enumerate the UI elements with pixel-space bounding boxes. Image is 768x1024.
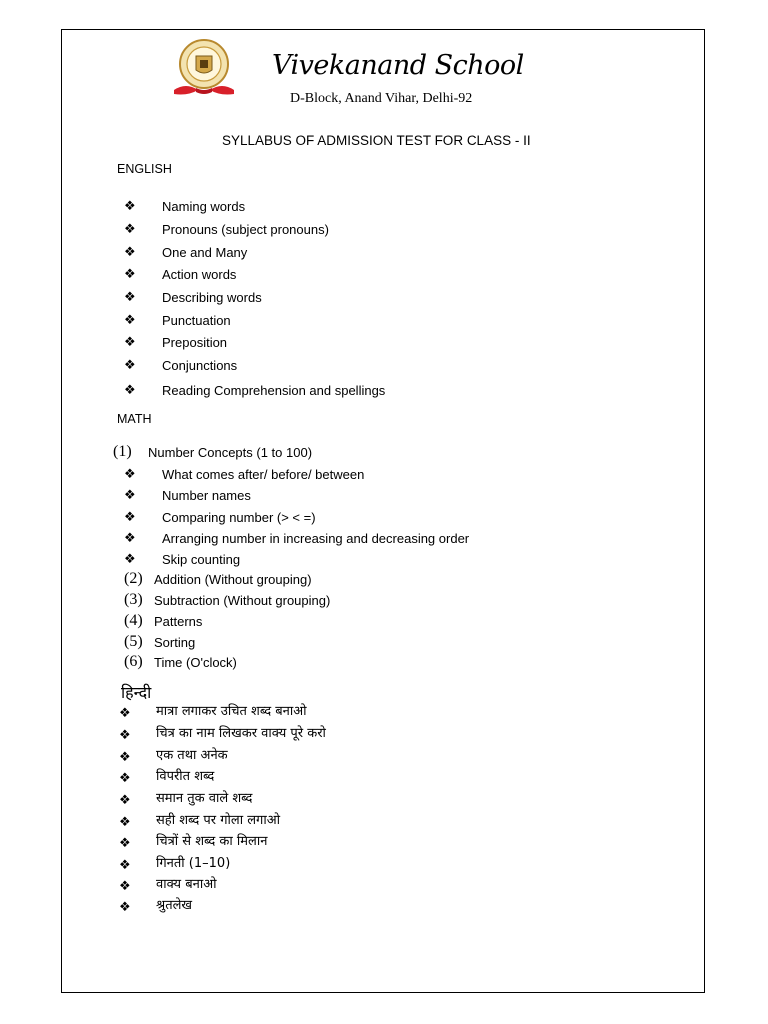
bullet-icon: ❖ [119, 705, 131, 720]
topic-number: (2) [124, 570, 143, 587]
math-heading: MATH [117, 412, 152, 426]
bullet-icon: ❖ [119, 899, 131, 914]
list-item: One and Many [162, 245, 248, 260]
topic-number: (5) [124, 633, 143, 650]
bullet-icon: ❖ [124, 244, 136, 259]
list-item: मात्रा लगाकर उचित शब्द बनाओ [156, 704, 307, 719]
school-crest-logo [166, 36, 242, 104]
list-item: Naming words [162, 199, 246, 214]
bullet-icon: ❖ [119, 749, 131, 764]
list-item: Addition (Without grouping) [154, 572, 312, 587]
list-item: Action words [162, 267, 237, 282]
bullet-icon: ❖ [124, 289, 136, 304]
list-item: What comes after/ before/ between [162, 467, 365, 482]
list-item: चित्र का नाम लिखकर वाक्य पूरे करो [156, 726, 326, 741]
bullet-icon: ❖ [119, 878, 131, 893]
topic-number: (4) [124, 612, 143, 629]
bullet-icon: ❖ [119, 792, 131, 807]
bullet-icon: ❖ [124, 551, 136, 566]
bullet-icon: ❖ [119, 770, 131, 785]
list-item: श्रुतलेख [156, 898, 193, 913]
list-item: Reading Comprehension and spellings [162, 383, 386, 398]
list-item: Subtraction (Without grouping) [154, 593, 331, 608]
bullet-icon: ❖ [124, 509, 136, 524]
list-item: Punctuation [162, 313, 231, 328]
list-item: Patterns [154, 614, 203, 629]
list-item: चित्रों से शब्द का मिलान [156, 834, 268, 849]
bullet-icon: ❖ [119, 835, 131, 850]
bullet-icon: ❖ [124, 312, 136, 327]
list-item: Sorting [154, 635, 196, 650]
bullet-icon: ❖ [124, 334, 136, 349]
list-item: Pronouns (subject pronouns) [162, 222, 329, 237]
school-address: D-Block, Anand Vihar, Delhi-92 [290, 91, 473, 106]
list-item: Arranging number in increasing and decreasing order [162, 531, 470, 546]
topic-number: (1) [113, 443, 132, 460]
list-item: Time (O'clock) [154, 655, 237, 670]
bullet-icon: ❖ [124, 487, 136, 502]
list-item: विपरीत शब्द [156, 769, 215, 784]
list-item: सही शब्द पर गोला लगाओ [156, 813, 281, 828]
topic-number: (3) [124, 591, 143, 608]
list-item: Number names [162, 488, 251, 503]
bullet-icon: ❖ [119, 727, 131, 742]
bullet-icon: ❖ [119, 814, 131, 829]
bullet-icon: ❖ [119, 857, 131, 872]
list-item: गिनती (1–10) [156, 856, 231, 871]
school-name: Vivekanand School [272, 50, 524, 81]
topic-number: (6) [124, 653, 143, 670]
list-item: Number Concepts (1 to 100) [148, 445, 313, 460]
bullet-icon: ❖ [124, 221, 136, 236]
list-item: Preposition [162, 335, 228, 350]
list-item: Describing words [162, 290, 262, 305]
english-heading: ENGLISH [117, 162, 172, 176]
list-item: एक तथा अनेक [156, 748, 228, 763]
list-item: समान तुक वाले शब्द [156, 791, 253, 806]
bullet-icon: ❖ [124, 266, 136, 281]
list-item: Skip counting [162, 552, 241, 567]
list-item: Conjunctions [162, 358, 238, 373]
bullet-icon: ❖ [124, 357, 136, 372]
bullet-icon: ❖ [124, 466, 136, 481]
hindi-heading: हिन्दी [121, 683, 152, 702]
list-item: Comparing number (> < =) [162, 510, 316, 525]
bullet-icon: ❖ [124, 198, 136, 213]
bullet-icon: ❖ [124, 382, 136, 397]
page-title: SYLLABUS OF ADMISSION TEST FOR CLASS - II [222, 133, 531, 148]
bullet-icon: ❖ [124, 530, 136, 545]
list-item: वाक्य बनाओ [156, 877, 217, 892]
